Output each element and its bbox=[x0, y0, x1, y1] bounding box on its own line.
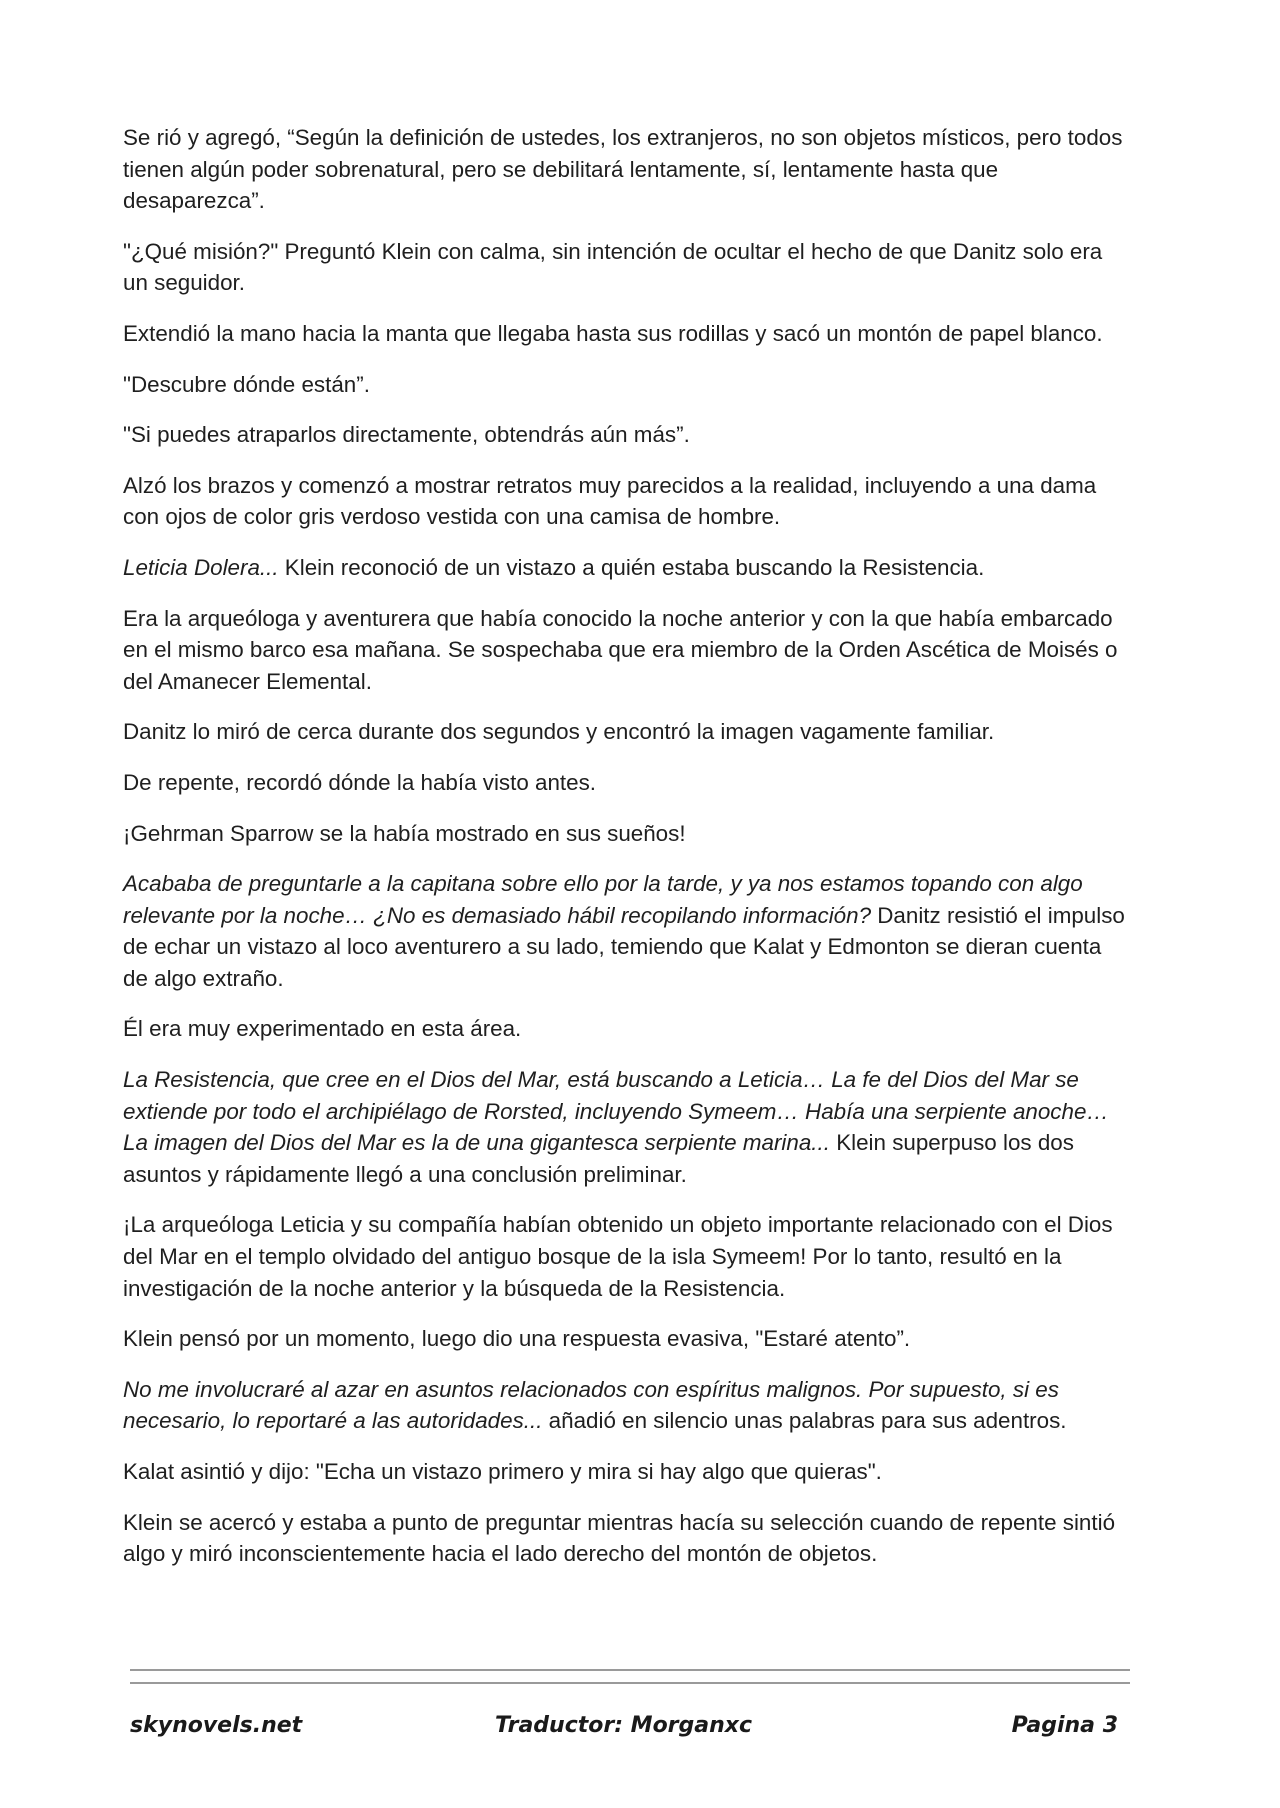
footer-page-number: Pagina 3 bbox=[1011, 1713, 1118, 1738]
paragraph-9: Danitz lo miró de cerca durante dos segundos y encontró la imagen vagamente familiar. bbox=[123, 719, 995, 745]
paragraph-10: De repente, recordó dónde la había visto antes. bbox=[123, 769, 597, 795]
inner-thought: Leticia Dolera... bbox=[123, 554, 279, 580]
paragraph-13: Él era muy experimentado en esta área. bbox=[123, 1016, 522, 1042]
inner-thought: Acababa de preguntarle a la capitana sobre ello por la tarde, y ya nos estamos topando con algo relevante por la noche… ¿No es demasiado hábil recopilando información? bbox=[123, 871, 1083, 928]
paragraph-12: Acababa de preguntarle a la capitana sobre ello por la tarde, y ya nos estamos topando con algo relevante por la noche… ¿No es demasiado hábil recopilando información? Danitz resistió el impulso de echar un vistazo al loco aventurero a su lado, temiendo que Kalat y Edmonton se dieran cuenta de algo extraño. bbox=[123, 871, 1125, 991]
paragraph-5: "Si puedes atraparlos directamente, obtendrás aún más”. bbox=[123, 422, 690, 448]
paragraph-14: La Resistencia, que cree en el Dios del Mar, está buscando a Leticia… La fe del Dios del Mar se extiende por todo el archipiélago de Rorsted, incluyendo Symeem… Había una serpiente anoche… La imagen del Dios del Mar es la de una gigantesca serpiente marina... Klein superpuso los dos asuntos y rápidamente llegó a una conclusión preliminar. bbox=[123, 1067, 1109, 1187]
inner-thought: No me involucraré al azar en asuntos relacionados con espíritus malignos. Por supuesto, si es necesario, lo reportaré a las autoridades... bbox=[123, 1376, 1059, 1434]
paragraph-4: "Descubre dónde están”. bbox=[123, 371, 370, 397]
paragraph-16: Klein pensó por un momento, luego dio una respuesta evasiva, "Estaré atento”. bbox=[123, 1326, 911, 1352]
paragraph-11: ¡Gehrman Sparrow se la había mostrado en sus sueños! bbox=[123, 820, 686, 846]
paragraph-2: "¿Qué misión?" Preguntó Klein con calma, sin intención de ocultar el hecho de que Danitz solo era un seguidor. bbox=[123, 238, 1103, 296]
paragraph-15: ¡La arqueóloga Leticia y su compañía habían obtenido un objeto importante relacionado con el Dios del Mar en el templo olvidado del antiguo bosque de la isla Symeem! Por lo tanto, resultó en la investigación de la noche anterior y la búsqueda de la Resistencia. bbox=[123, 1212, 1113, 1301]
paragraph-17: No me involucraré al azar en asuntos relacionados con espíritus malignos. Por supuesto, si es necesario, lo reportaré a las autoridades... añadió en silencio unas palabras para sus adentros. bbox=[123, 1376, 1067, 1434]
footer-divider-bottom bbox=[130, 1682, 1130, 1684]
paragraph-19: Klein se acercó y estaba a punto de preguntar mientras hacía su selección cuando de repente sintió algo y miró inconscientemente hacia el lado derecho del montón de objetos. bbox=[123, 1509, 1116, 1567]
footer-site: skynovels.net bbox=[130, 1713, 303, 1738]
paragraph-3: Extendió la mano hacia la manta que llegaba hasta sus rodillas y sacó un montón de papel blanco. bbox=[123, 320, 1103, 346]
inner-thought: La Resistencia, que cree en el Dios del Mar, está buscando a Leticia… La fe del Dios del Mar se extiende por todo el archipiélago de Rorsted, incluyendo Symeem… Había una serpiente anoche… La imagen del Dios del Mar es la de una gigantesca serpiente marina... bbox=[123, 1067, 1109, 1156]
chapter-body bbox=[123, 122, 1129, 1589]
paragraph-6: Alzó los brazos y comenzó a mostrar retratos muy parecidos a la realidad, incluyendo a una dama con ojos de color gris verdoso vestida con una camisa de hombre. bbox=[123, 472, 1097, 530]
paragraph-18: Kalat asintió y dijo: "Echa un vistazo primero y mira si hay algo que quieras". bbox=[123, 1459, 882, 1484]
paragraph-1: Se rió y agregó, “Según la definición de ustedes, los extranjeros, no son objetos místicos, pero todos tienen algún poder sobrenatural, pero se debilitará lentamente, sí, lentamente hasta que desaparezca”. bbox=[123, 125, 1123, 214]
footer-translator: Traductor: Morganxc bbox=[495, 1713, 753, 1738]
footer-divider-top bbox=[130, 1669, 1130, 1671]
paragraph-7: Leticia Dolera... Klein reconoció de un vistazo a quién estaba buscando la Resistencia. bbox=[123, 554, 985, 580]
paragraph-8: Era la arqueóloga y aventurera que había conocido la noche anterior y con la que había embarcado en el mismo barco esa mañana. Se sospechaba que era miembro de la Orden Ascética de Moisés o del Amanecer Elemental. bbox=[123, 605, 1118, 694]
